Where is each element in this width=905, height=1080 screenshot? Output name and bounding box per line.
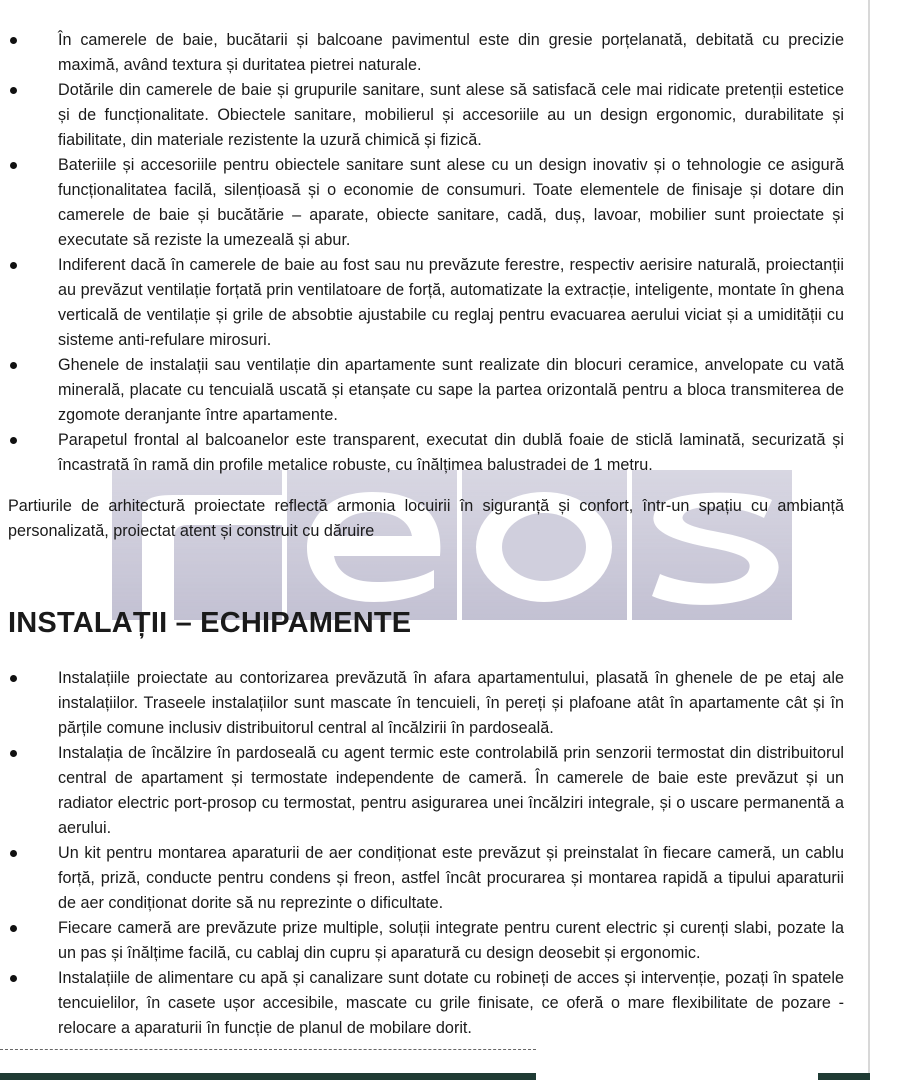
- list-item: [8, 428, 844, 478]
- list-item: [8, 78, 844, 153]
- bullet-icon: [10, 162, 17, 169]
- bullet-icon: [10, 437, 17, 444]
- footer-bar-left: [0, 1073, 536, 1080]
- list-item: [8, 253, 844, 353]
- bullet-icon: [10, 750, 17, 757]
- list-item-text: Un kit pentru montarea aparaturii de aer condiționat este prevăzut și preinstalat în fiecare cameră, un cablu forță, priză, conducte pentru condens și freon, astfel încât procurarea și montarea rapidă a tipului aparaturii de aer condiționat dorite să nu reprezinte o dificultate.: [58, 844, 844, 912]
- list-item-text: Instalațiile de alimentare cu apă și canalizare sunt dotate cu robineți de acces și intervenție, pozați în spatele tencuielilor, în casete ușor accesibile, mascate cu grile finisate, ce oferă o mare flexibilitate de pozare - relocare a aparaturii în funcție de planul de mobilare dorit.: [58, 969, 844, 1037]
- page-right-border: [868, 0, 870, 1080]
- bullet-icon: [10, 850, 17, 857]
- list-item: [8, 741, 844, 841]
- list-item: [8, 28, 844, 78]
- list-item-text: Instalațiile proiectate au contorizarea prevăzută în afara apartamentului, plasată în ghenele de pe etaj ale instalațiilor. Traseele instalațiilor sunt mascate în tencuieli, în pereți și plafoane atât în apartamente cât și în părțile comune inclusiv distribuitorul central al încălzirii în pardoseală.: [58, 669, 844, 737]
- bullet-icon: [10, 362, 17, 369]
- finishes-bullet-list: [8, 28, 844, 478]
- list-item-text: Dotările din camerele de baie și grupurile sanitare, sunt alese să satisfacă cele mai ridicate pretenții estetice și de funcționalitate. Obiectele sanitare, mobilierul și accesoriile au un design ergonomic, durabilitate și fiabilitate, din materiale rezistente la uzură chimică și fizică.: [58, 81, 844, 149]
- bullet-icon: [10, 675, 17, 682]
- list-item-text: Ghenele de instalații sau ventilație din apartamente sunt realizate din blocuri ceramice, anvelopate cu vată minerală, placate cu tencuială uscată și etanșate cu sape la partea orizontală pentru a bloca transmiterea de zgomote deranjante între apartamente.: [58, 356, 844, 424]
- list-item-text: Bateriile și accesoriile pentru obiectele sanitare sunt alese cu un design inovativ și o tehnologie ce asigură funcționalitatea facilă, silențioasă și o economie de consumuri. Toate elementele de finisaje și dotare din camerele de baie și bucătărie – aparate, obiecte sanitare, cadă, duș, lavoar, mobilier sunt proiectate și executate să reziste la umezeală și abur.: [58, 156, 844, 249]
- list-item-text: În camerele de baie, bucătarii și balcoane pavimentul este din gresie porțelanată, debitată cu precizie maximă, având textura și duritatea pietrei naturale.: [58, 31, 844, 74]
- list-item-text: Instalația de încălzire în pardoseală cu agent termic este controlabilă prin senzorii termostat din distribuitorul central de apartament și termostate independente de cameră. În camerele de baie este prevăzut și un radiator electric port-prosop cu termostat, pentru asigurarea unei încălziri integrale, și o uscare permanentă a aerului.: [58, 744, 844, 837]
- list-item: [8, 666, 844, 741]
- list-item: [8, 153, 844, 253]
- bullet-icon: [10, 37, 17, 44]
- bullet-icon: [10, 975, 17, 982]
- document-body: [8, 28, 844, 1041]
- list-item: [8, 353, 844, 428]
- list-item: [8, 841, 844, 916]
- bullet-icon: [10, 925, 17, 932]
- bullet-icon: [10, 262, 17, 269]
- footer-dashed-divider: [0, 1049, 536, 1050]
- list-item-text: Parapetul frontal al balcoanelor este transparent, executat din dublă foaie de sticlă laminată, securizată și încastrată în ramă din profile metalice robuste, cu înălțimea balustradei de 1 metru.: [58, 431, 844, 474]
- list-item-text: Fiecare cameră are prevăzute prize multiple, soluții integrate pentru curent electric și curenți slabi, pozate la un pas și înălțime facilă, cu cablaj din cupru și aparatură cu design deosebit și ergonomic.: [58, 919, 844, 962]
- bullet-icon: [10, 87, 17, 94]
- list-item-text: Indiferent dacă în camerele de baie au fost sau nu prevăzute ferestre, respectiv aerisire naturală, proiectanții au prevăzut ventilație forțată prin ventilatoare de forță, automatizate la extracție, inteligente, montate în ghena verticală de ventilație și grile de absobtie ajustabile cu reglaj pentru evacuarea aerului viciat și a umidității cu sisteme anti-refulare mirosuri.: [58, 256, 844, 349]
- architecture-paragraph: Partiurile de arhitectură proiectate reflectă armonia locuirii în siguranță și confort, într-un spațiu cu ambianță personalizată, proiectat atent și construit cu dăruire: [8, 497, 844, 540]
- list-item: [8, 916, 844, 966]
- list-item: [8, 966, 844, 1041]
- installations-bullet-list: [8, 666, 844, 1041]
- section-heading: INSTALAȚII – ECHIPAMENTE: [8, 607, 412, 639]
- footer-bar-right: [818, 1073, 870, 1080]
